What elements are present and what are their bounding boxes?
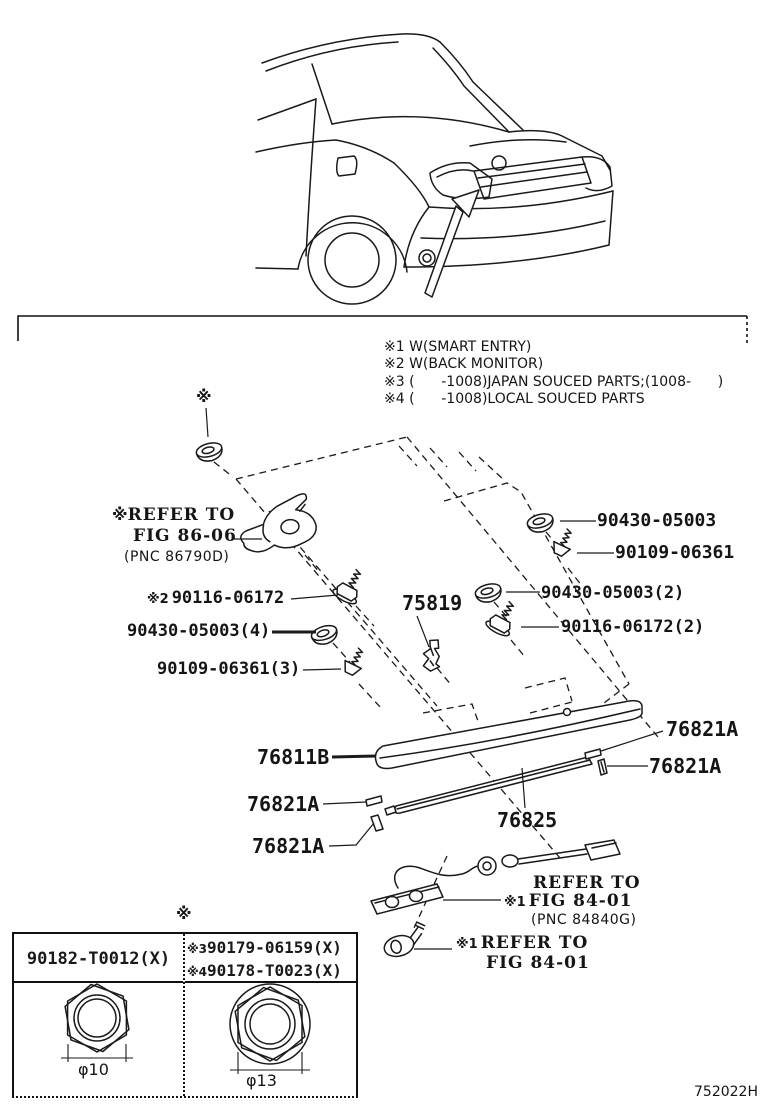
end-cap-bottom-left-drawing [371, 815, 383, 831]
callout-90109-right: 90109-06361 [615, 542, 735, 563]
note-marker: ※3 [384, 373, 405, 390]
clip-75819-drawing [421, 638, 444, 673]
arrow-to-trunk-garnish [425, 190, 479, 297]
callout-camera-ref [112, 506, 237, 565]
garnish-76811b-drawing [375, 701, 642, 769]
callout-90116-left [147, 589, 284, 607]
diagram-notes [384, 339, 723, 409]
nut-10-dimension: φ10 [78, 1060, 109, 1079]
grommet-top-drawing [195, 440, 225, 464]
nut-table [12, 932, 358, 1098]
part-number: 90116-06172 [171, 588, 285, 608]
callout-lamp-ref-line2 [504, 892, 633, 910]
fig-ref-text: FIG 86-06 [133, 526, 237, 547]
grommet-right-2-drawing [474, 581, 504, 605]
callout-90116-right: 90116-06172(2) [561, 617, 705, 637]
ref-marker: ※4 [187, 965, 208, 979]
callout-76821a-bottom-left: 76821A [252, 834, 325, 858]
part-number: 90179-06159(X) [207, 938, 342, 957]
lock-cylinder-drawing [380, 921, 431, 960]
nut-13-dimension: φ13 [246, 1071, 277, 1090]
callout-90430-right-1: 90430-05003 [597, 510, 717, 531]
note-line-2 [384, 356, 723, 373]
nut-table-left-header: 90182-T0012(X) [14, 934, 183, 983]
nut-table-marker: ※ [176, 904, 192, 923]
callout-lock-ref-line2: FIG 84-01 [486, 953, 590, 973]
top-grommet-marker: ※ [196, 387, 212, 406]
callout-lamp-ref-line1: REFER TO [533, 873, 641, 893]
ref-marker: ※1 [456, 937, 478, 952]
note-text: W(SMART ENTRY) [409, 339, 532, 355]
note-marker: ※1 [384, 339, 405, 355]
camera-drawing [236, 493, 319, 555]
molding-76825-drawing [385, 757, 592, 815]
grommet-left-drawing [310, 623, 340, 648]
screw-right-drawing [550, 526, 578, 558]
ref-marker: ※3 [187, 942, 208, 956]
fig-ref-text: FIG 84-01 [528, 891, 633, 911]
callout-75819: 75819 [402, 591, 463, 615]
note-text: ( -1008)JAPAN SOUCED PARTS;(1008- ) [409, 373, 724, 390]
note-line-1 [384, 339, 723, 356]
nut-table-right-row-2 [187, 960, 356, 983]
bolt-left-drawing [331, 565, 370, 607]
callout-76821a-left: 76821A [247, 792, 320, 816]
grommet-right-1-drawing [526, 511, 556, 535]
note-line-4 [384, 391, 723, 408]
bolt-right-drawing [484, 597, 523, 639]
ref-marker: ※2 [147, 592, 169, 607]
callout-76825: 76825 [497, 808, 558, 832]
callout-76821a-right: 76821A [649, 754, 722, 778]
refer-to-text: REFER TO [480, 933, 589, 953]
car-illustration [256, 34, 613, 304]
note-text: ( -1008)LOCAL SOUCED PARTS [409, 391, 645, 408]
document-code: 752022H [694, 1084, 758, 1100]
note-marker: ※4 [384, 391, 405, 408]
pnc-text: (PNC 86790D) [124, 548, 230, 565]
end-cap-left-drawing [366, 796, 382, 806]
callout-90109-left: 90109-06361(3) [157, 659, 301, 679]
ref-marker: ※1 [504, 895, 526, 910]
screw-left-drawing [341, 645, 369, 677]
nut-table-right-row-1 [187, 937, 356, 960]
callout-76821a-top-right: 76821A [666, 717, 739, 741]
end-cap-top-right-drawing [585, 749, 601, 759]
part-number: 90178-T0023(X) [207, 961, 342, 980]
note-marker: ※2 [384, 356, 405, 373]
end-cap-right-drawing [598, 759, 607, 775]
note-text: W(BACK MONITOR) [409, 356, 544, 373]
note-line-3 [384, 374, 723, 391]
callout-90430-right-2: 90430-05003(2) [541, 583, 685, 603]
ref-marker: ※ [112, 505, 128, 524]
callout-76811b: 76811B [257, 745, 330, 769]
callout-lock-ref-line1 [456, 934, 588, 952]
callout-90430-left: 90430-05003(4) [127, 621, 271, 641]
callout-lamp-ref-pnc: (PNC 84840G) [531, 912, 637, 928]
refer-to-text: REFER TO [127, 505, 236, 525]
nut-table-right-header [185, 934, 356, 983]
